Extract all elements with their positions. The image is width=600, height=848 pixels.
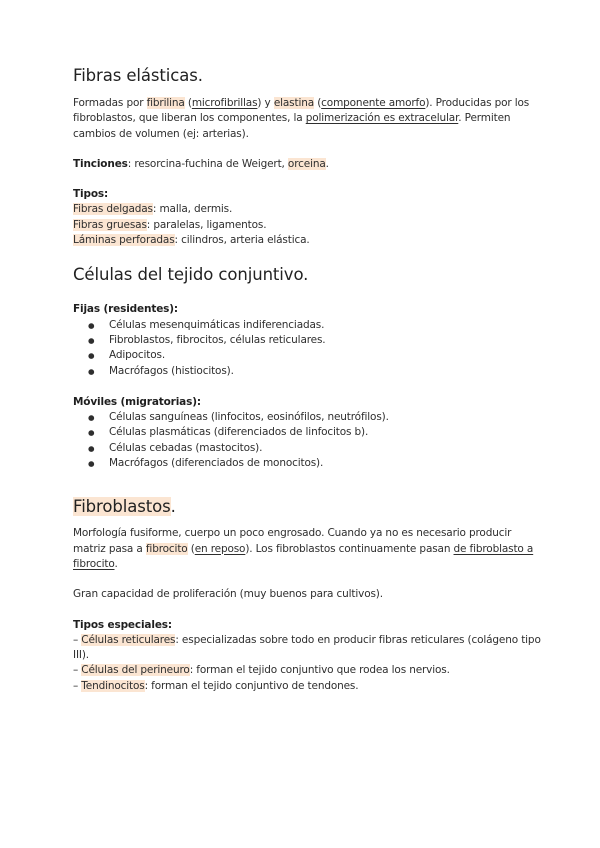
- paragraph-proliferacion: Gran capacidad de proliferación (muy buenos para cultivos).: [73, 588, 383, 601]
- dash: –: [73, 679, 82, 692]
- underline-microfibrillas: microfibrillas: [191, 97, 258, 109]
- section-title-fibras-elasticas: Fibras elásticas.: [73, 66, 203, 85]
- label-fijas-text: Fijas (residentes):: [73, 303, 178, 316]
- text: : especializadas sobre todo en producir fibras reticulares (colágeno tipo III).: [73, 633, 541, 662]
- highlight-term: Células reticulares: [81, 633, 176, 646]
- highlight-elastina: elastina: [273, 97, 315, 109]
- text: Morfología fusiforme, cuerpo un poco engrosado. Cuando ya no es necesario producir matriz pasa a: [73, 527, 512, 555]
- text: .: [114, 557, 118, 570]
- label-tipos-text: Tipos:: [73, 188, 109, 201]
- highlight-term: Fibras delgadas: [73, 203, 153, 216]
- highlight-term: Tendinocitos: [81, 679, 145, 692]
- text: ). Los fibroblastos continuamente pasan: [245, 542, 454, 555]
- section-title-fibroblastos: [73, 497, 543, 516]
- label-fijas: [73, 302, 543, 317]
- tipo-especial-item: [73, 679, 543, 694]
- text: ) y: [257, 97, 274, 109]
- label-tipos-especiales-text: Tipos especiales:: [73, 618, 172, 631]
- text: : forman el tejido conjuntivo que rodea los nervios.: [189, 664, 450, 677]
- tipo-item: [73, 202, 543, 217]
- dash: –: [73, 664, 82, 677]
- list-item: ● Macrófagos (diferenciados de monocitos).: [73, 456, 543, 471]
- dash: –: [73, 633, 82, 646]
- underline-componente-amorfo: componente amorfo: [321, 97, 426, 109]
- list-item: ● Células mesenquimáticas indiferenciadas.: [73, 318, 543, 333]
- text: : forman el tejido conjuntivo de tendones.: [144, 679, 359, 692]
- highlight-orceina: orceina: [287, 157, 326, 170]
- text: .: [170, 497, 176, 517]
- text: ). Producidas por los fibroblastos, que liberan los componentes, la: [73, 97, 530, 125]
- text: .: [325, 157, 329, 170]
- label-moviles-text: Móviles (migratorias):: [73, 395, 201, 408]
- paragraph-fibras-description: [73, 96, 543, 142]
- label-moviles: [73, 395, 543, 410]
- text: : cilindros, arteria elástica.: [174, 234, 310, 247]
- underline-polimerizacion: polimerización es extracelular: [305, 112, 459, 125]
- label-tinciones: Tinciones: [73, 157, 128, 170]
- section-title-celulas: Células del tejido conjuntivo.: [73, 265, 309, 285]
- tipo-especial-item: [73, 633, 543, 664]
- text: (: [314, 97, 322, 109]
- paragraph-tinciones: [73, 157, 543, 172]
- text: Formadas por: [73, 97, 147, 109]
- list-moviles: [73, 410, 543, 471]
- text: : paralelas, ligamentos.: [146, 218, 267, 231]
- list-item: ● Fibroblastos, fibrocitos, células reticulares.: [73, 333, 543, 348]
- text: : resorcina-fuchina de Weigert,: [127, 157, 288, 170]
- underline-de-fibroblasto: de fibroblasto a fibrocito: [73, 542, 534, 570]
- list-item: ● Células plasmáticas (diferenciados de linfocitos b).: [73, 425, 543, 440]
- tipo-especial-item: [73, 663, 543, 678]
- tipo-item: [73, 233, 543, 248]
- underline-en-reposo: en reposo: [194, 542, 246, 555]
- paragraph-fibroblastos-description: [73, 526, 543, 572]
- text: (: [187, 542, 195, 555]
- list-item: ● Macrófagos (histiocitos).: [73, 364, 543, 379]
- document-content: [73, 66, 543, 694]
- highlight-fibrocito: fibrocito: [145, 542, 188, 555]
- highlight-fibrilina: fibrilina: [146, 97, 185, 109]
- label-tipos-especiales: [73, 618, 543, 633]
- label-tipos: [73, 187, 543, 202]
- list-item: ● Adipocitos.: [73, 348, 543, 363]
- highlight-term: Células del perineuro: [81, 664, 190, 677]
- text: . Permiten cambios de volumen (ej: arterias).: [73, 112, 511, 140]
- highlight-term: Fibras gruesas: [73, 218, 147, 231]
- text: : malla, dermis.: [152, 203, 233, 216]
- highlight-title-fibroblastos: Fibroblastos: [73, 497, 171, 517]
- highlight-term: Láminas perforadas: [73, 234, 175, 247]
- list-fijas: [73, 318, 543, 379]
- text: (: [184, 97, 192, 109]
- tipo-item: [73, 218, 543, 233]
- list-item: ● Células sanguíneas (linfocitos, eosinófilos, neutrófilos).: [73, 410, 543, 425]
- list-item: ● Células cebadas (mastocitos).: [73, 441, 543, 456]
